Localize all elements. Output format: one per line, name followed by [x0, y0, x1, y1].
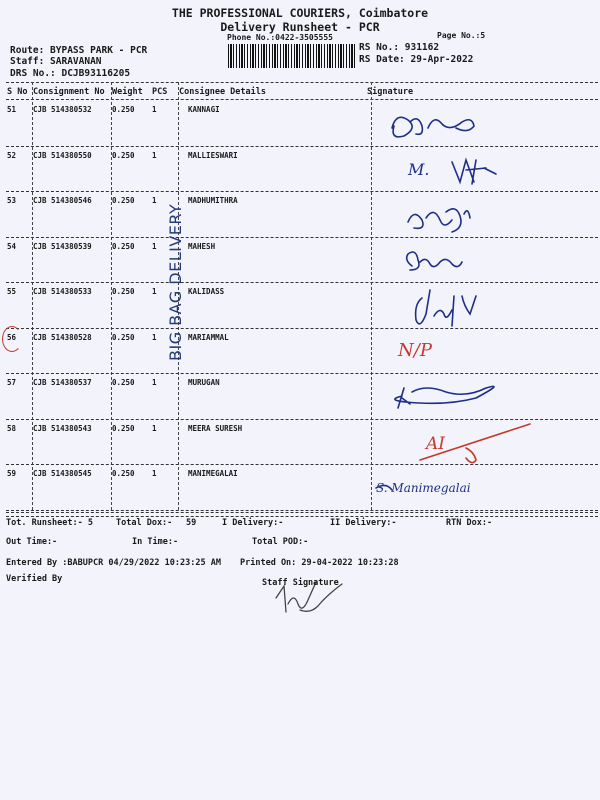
row-weight: 0.250 [112, 150, 135, 160]
rs-number: RS No.: 931162 [359, 42, 440, 53]
phone-number: Phone No.:0422-3505555 [227, 33, 333, 42]
table-bottom-rule [6, 512, 598, 513]
row-pcs: 1 [152, 423, 157, 433]
total-dox-value: 59 [186, 518, 197, 528]
row-consignment-no: CJB 514380533 [33, 287, 92, 296]
row-consignment-no: CJB 514380550 [33, 150, 92, 160]
row-pcs: 1 [152, 469, 157, 478]
printed-on: Printed On: 29-04-2022 10:23:28 [240, 558, 399, 568]
row-consignment-no: CJB 514380543 [33, 423, 92, 433]
ii-delivery: II Delivery:- [330, 518, 397, 528]
col-header-signature: Signature [367, 87, 414, 97]
row-sno: 56 [7, 332, 17, 342]
handwritten-row56: N/P [398, 340, 432, 361]
row-sno: 54 [7, 241, 17, 251]
row-consignment-no: CJB 514380545 [33, 469, 92, 478]
row-consignee: MALLIESWARI [188, 150, 238, 160]
row-weight: 0.250 [112, 423, 135, 433]
row-consignee: MANIMEGALAI [188, 469, 238, 478]
row-sno: 58 [7, 423, 17, 433]
row-consignment-no: CJB 514380537 [33, 378, 92, 387]
row-weight: 0.250 [112, 287, 135, 296]
row-pcs: 1 [152, 105, 157, 114]
col-header-sno: S No [7, 87, 28, 97]
out-time: Out Time:- [6, 537, 58, 547]
row-consignee: KALIDASS [188, 287, 225, 296]
signature-53 [408, 209, 470, 232]
row-sno: 59 [7, 469, 17, 478]
in-time: In Time:- [132, 537, 179, 547]
row-sno: 57 [7, 378, 17, 387]
row-consignment-no: CJB 514380539 [33, 241, 92, 251]
row-pcs: 1 [152, 287, 157, 296]
document-title: Delivery Runsheet - PCR [220, 20, 380, 34]
signature-54 [407, 252, 462, 270]
i-delivery: I Delivery:- [222, 518, 284, 528]
row-consignee: MADHUMITHRA [188, 196, 238, 205]
row-weight: 0.250 [112, 332, 135, 342]
row-weight: 0.250 [112, 378, 135, 387]
col-header-consignment: Consignment No [33, 87, 105, 97]
signature-57 [395, 386, 494, 408]
staff: Staff: SARAVANAN [10, 56, 102, 67]
route: Route: BYPASS PARK - PCR [10, 45, 148, 56]
signature-51 [392, 117, 474, 137]
signature-55 [416, 290, 476, 326]
rs-date: RS Date: 29-Apr-2022 [359, 54, 474, 65]
row-weight: 0.250 [112, 196, 135, 205]
table-bottom-rule-2 [6, 516, 598, 517]
handwritten-row52: M. [408, 160, 430, 179]
row-consignment-no: CJB 514380532 [33, 105, 92, 114]
row-sno: 52 [7, 150, 17, 160]
col-header-pcs: PCS [152, 87, 168, 97]
big-bag-delivery-stamp: BIG BAG DELIVERY [166, 203, 185, 361]
total-pod: Total POD:- [252, 537, 309, 547]
row-pcs: 1 [152, 332, 157, 342]
row-sno: 55 [7, 287, 17, 296]
rtn-dox: RTN Dox:- [446, 518, 493, 528]
row-pcs: 1 [152, 241, 157, 251]
col-header-consignee: Consignee Details [179, 87, 266, 97]
company-title: THE PROFESSIONAL COURIERS, Coimbatore [171, 6, 429, 20]
entered-by: Entered By :BABUPCR 04/29/2022 10:23:25 AM [6, 558, 221, 568]
handwritten-row59: S. Manimegalai [376, 481, 471, 495]
row-consignment-no: CJB 514380528 [33, 332, 92, 342]
row-consignee: MEERA SURESH [188, 423, 243, 433]
row-pcs: 1 [152, 378, 157, 387]
row-weight: 0.250 [112, 105, 135, 114]
row-consignee: MAHESH [188, 241, 216, 251]
col-header-weight: Weight [112, 87, 143, 97]
verified-by: Verified By [6, 574, 63, 584]
row-weight: 0.250 [112, 241, 135, 251]
signature-52 [452, 160, 496, 184]
drs-number: DRS No.: DCJB93116205 [10, 68, 131, 79]
total-dox-label: Total Dox:- [116, 518, 173, 528]
row-consignee: KANNAGI [188, 105, 220, 114]
row-consignment-no: CJB 514380546 [33, 196, 92, 205]
row-weight: 0.250 [112, 469, 135, 478]
row-consignee: MURUGAN [188, 378, 220, 387]
page-number: Page No.:5 [437, 31, 486, 40]
total-runsheet: Tot. Runsheet:- 5 [6, 518, 93, 528]
handwritten-row58: AI [426, 434, 445, 454]
row-sno: 53 [7, 196, 17, 205]
row-pcs: 1 [152, 150, 157, 160]
row-pcs: 1 [152, 196, 157, 205]
row-consignee: MARIAMMAL [188, 332, 229, 342]
row-sno: 51 [7, 105, 17, 114]
staff-signature-label: Staff Signature [262, 578, 339, 588]
